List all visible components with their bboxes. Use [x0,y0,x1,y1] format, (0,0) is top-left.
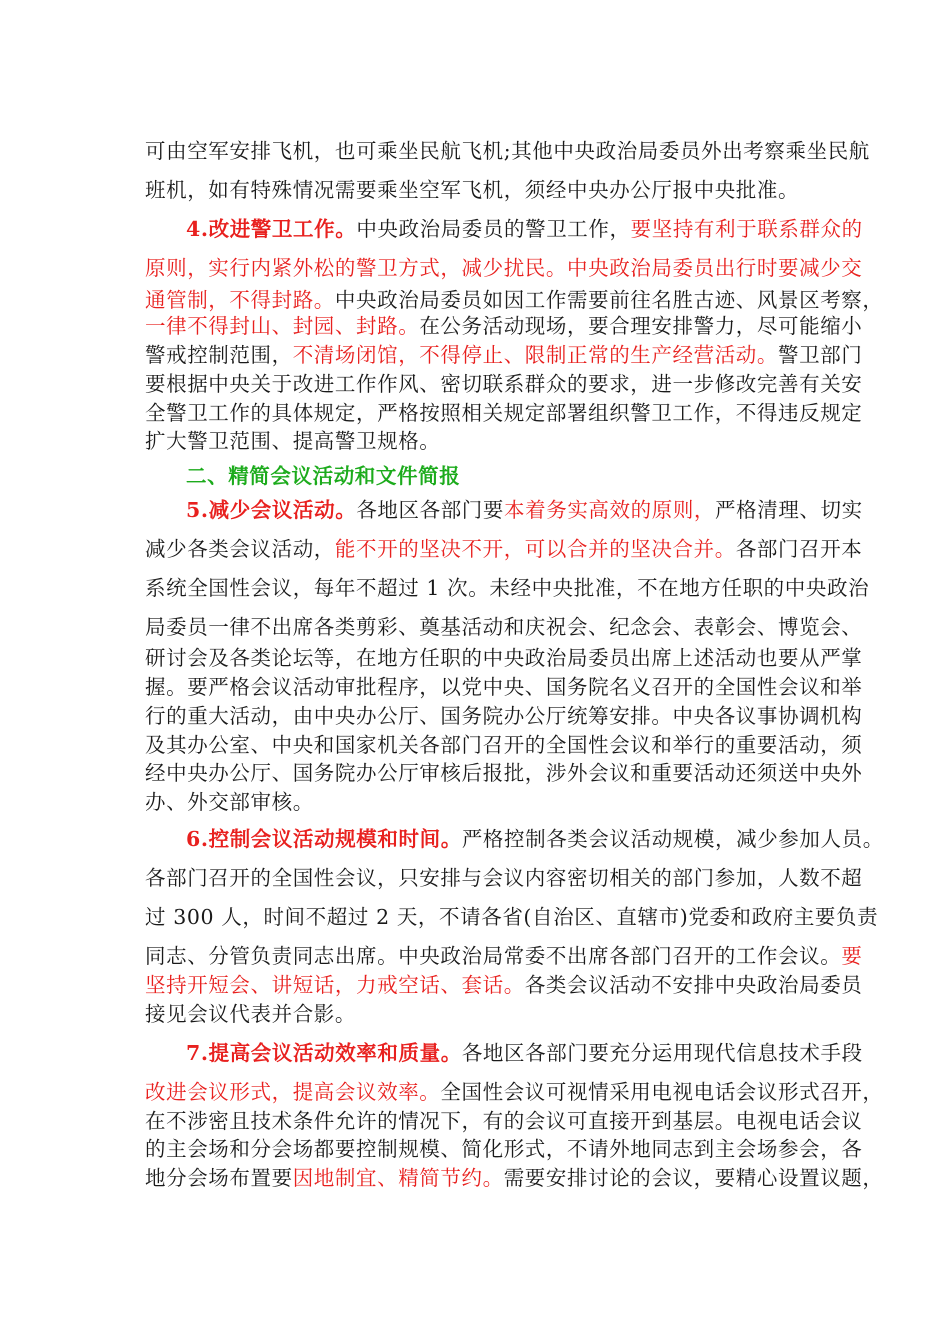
text-segment: 过 300 人，时间不超过 2 天，不请各省(自治区、直辖市)党委和政府主要负责 [145,905,879,929]
text-segment: 研讨会及各类论坛等，在地方任职的中央政治局委员出席上述活动也要从严掌 [145,646,863,670]
highlight-text: 因地制宜、精简节约。 [292,1166,504,1190]
text-segment: 各地区各部门要充分运用现代信息技术手段 [461,1041,863,1065]
text-segment: 减少各类会议活动， [145,537,335,561]
text-segment: 的主会场和分会场都要控制规模、简化形式，不请外地同志到主会场参会，各 [145,1137,863,1161]
text-segment: 扩大警卫范围、提高警卫规格。 [145,429,441,453]
text-segment: 系统全国性会议，每年不超过 1 次。未经中央批准，不在地方任职的中央政治 [145,576,870,600]
text-segment: 要根据中央关于改进工作作风、密切联系群众的要求，进一步修改完善有关安 [145,372,863,396]
highlight-text: 不清场闭馆，不得停止、限制正常的生产经营活动。 [292,343,779,367]
highlight-text: 原则，实行内紧外松的警卫方式，减少扰民。中央政治局委员出行时要减少交 [145,256,863,280]
text-segment: 各部门召开的全国性会议，只安排与会议内容密切相关的部门参加，人数不超 [145,866,863,890]
text-segment: 各类会议活动不安排中央政治局委员 [524,973,863,997]
highlight-text: 要坚持有利于联系群众的 [630,217,863,241]
text-line [145,904,878,930]
text-line [145,1108,862,1134]
text-line [145,865,862,891]
text-line [145,255,862,281]
section-heading-4 [186,216,863,242]
highlight-text: 一律不得封山、封园、封路。 [145,314,420,338]
text-segment: 中央政治局委员如因工作需要前往名胜古迹、风景区考察， [334,288,884,312]
text-segment: 需要安排讨论的会议，要精心设置议题， [503,1166,884,1190]
item-title: 7.提高会议活动效率和质量。 [186,1041,462,1065]
text-segment: 接见会议代表并合影。 [145,1002,356,1026]
text-line [145,371,862,397]
highlight-text: 能不开的坚决不开，可以合并的坚决合并。 [334,537,736,561]
section-heading-2 [186,463,460,489]
text-segment: 在不涉密且技术条件允许的情况下，有的会议可直接开到基层。电视电话会议 [145,1109,863,1133]
text-line [145,287,884,313]
text-line [145,428,440,454]
section-heading-7 [186,1040,863,1066]
text-line [145,138,870,164]
text-line [145,342,862,368]
text-line [145,760,862,786]
highlight-text: 坚持开短会、讲短话，力戒空话、套话。 [145,973,525,997]
text-line [145,645,862,671]
text-line [145,313,862,339]
text-line [145,789,314,815]
highlight-text: 要 [841,944,863,968]
text-segment: 办、外交部审核。 [145,790,314,814]
section-heading-5 [186,497,863,523]
text-segment: 在公务活动现场，要合理安排警力，尽可能缩小 [419,314,863,338]
text-segment: 各部门召开本 [735,537,863,561]
text-line [145,614,862,640]
item-title: 6.控制会议活动规模和时间。 [186,827,462,851]
text-line [145,400,862,426]
text-segment: 中央政治局委员的警卫工作， [356,217,631,241]
text-line [145,674,862,700]
text-segment: 全警卫工作的具体规定，严格按照相关规定部署组织警卫工作，不得违反规定 [145,401,863,425]
text-segment: 地分会场布置要 [145,1166,293,1190]
text-line [145,732,862,758]
highlight-text: 通管制，不得封路。 [145,288,335,312]
text-segment: 严格控制各类会议活动规模，减少参加人员。 [461,827,884,851]
text-segment: 班机，如有特殊情况需要乘坐空军飞机，须经中央办公厅报中央批准。 [145,178,800,202]
section-heading-6 [186,826,884,852]
text-line [145,943,862,969]
text-segment: 握。要严格会议活动审批程序，以党中央、国务院名义召开的全国性会议和举 [145,675,863,699]
text-line [145,177,799,203]
text-segment: 行的重大活动，由中央办公厅、国务院办公厅统筹安排。中央各议事协调机构 [145,704,863,728]
text-line [145,703,862,729]
highlight-text: 本着务实高效的原则， [504,498,716,522]
text-segment: 各地区各部门要 [356,498,505,522]
text-segment: 经中央办公厅、国务院办公厅审核后报批，涉外会议和重要活动还须送中央外 [145,761,863,785]
highlight-text: 改进会议形式，提高会议效率。 [145,1080,441,1104]
text-segment: 同志、分管负责同志出席。中央政治局常委不出席各部门召开的工作会议。 [145,944,842,968]
text-line [145,972,862,998]
text-line [145,536,862,562]
item-title: 4.改进警卫工作。 [186,217,357,241]
text-segment: 及其办公室、中央和国家机关各部门召开的全国性会议和举行的重要活动，须 [145,733,863,757]
text-line [145,1136,862,1162]
text-line [145,1165,884,1191]
text-segment: 局委员一律不出席各类剪彩、奠基活动和庆祝会、纪念会、表彰会、博览会、 [145,615,863,639]
item-title: 5.减少会议活动。 [186,498,357,522]
text-line [145,575,869,601]
text-segment: 可由空军安排飞机，也可乘坐民航飞机;其他中央政治局委员外出考察乘坐民航 [145,139,870,163]
section-title: 二、精简会议活动和文件简报 [186,464,461,488]
text-segment: 严格清理、切实 [715,498,863,522]
text-segment: 警戒控制范围， [145,343,293,367]
text-line [145,1001,356,1027]
text-line [145,1079,884,1105]
text-segment: 全国性会议可视情采用电视电话会议形式召开， [440,1080,884,1104]
text-segment: 警卫部门 [778,343,863,367]
